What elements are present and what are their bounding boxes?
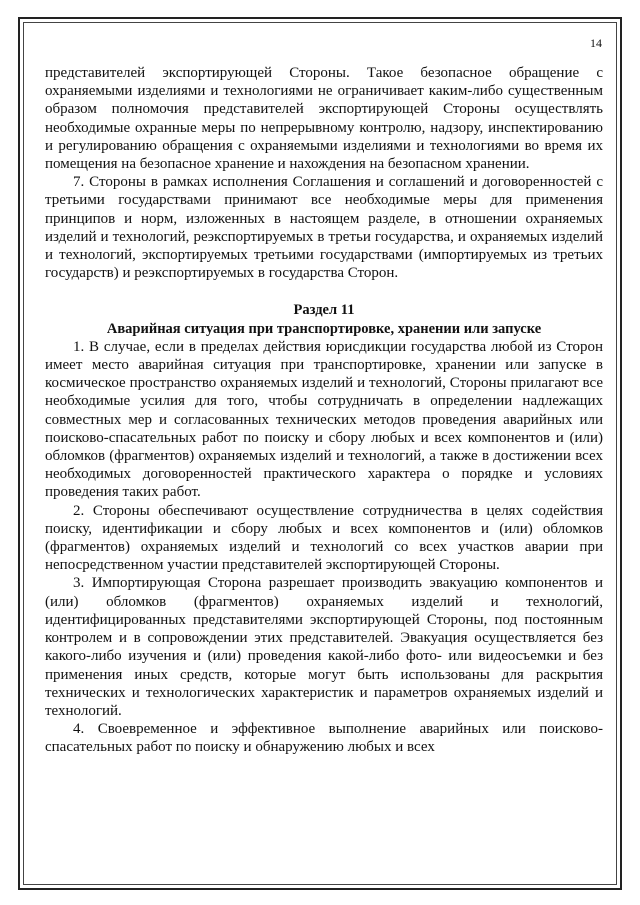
paragraph-1: 1. В случае, если в пределах действия юрисдикции государства любой из Сторон имеет место аварийная ситуация при транспортировке, хранении или запуске в космическое пространство охраняемых изделий и технологий, Стороны прилагают все необходимые усилия для того, чтобы сотрудничать в определении надлежащих совместных мер и согласованных технических методов проведения аварийных или поисково-спасательных работ по поиску и сбору любых и всех компонентов и (или) обломков (фрагментов) охраняемых изделий и технологий, а также в достижении всех необходимых договоренностей практического характера о порядке и условиях проведения таких работ. (45, 338, 603, 501)
document-body (45, 64, 603, 757)
paragraph-3: 3. Импортирующая Сторона разрешает производить эвакуацию компонентов и (или) обломков (фрагментов) охраняемых изделий и технологий, идентифицированных представителями экспортирующей Стороны, под постоянным контролем и в сопровождении этих представителей. Эвакуация осуществляется без какого-либо изучения и (или) проведения какой-либо фото- или видеосъемки и без применения иных средств, которые могут быть использованы для раскрытия технических и технологических характеристик и параметров охраняемых изделий и технологий. (45, 575, 603, 719)
section-heading: Аварийная ситуация при транспортировке, хранении или запуске (106, 320, 542, 337)
paragraph-4: 4. Своевременное и эффективное выполнение аварийных или поисково-спасательных работ по поиску и обнаружению любых и всех (45, 721, 603, 756)
page-number: 14 (590, 36, 602, 50)
paragraph-7: 7. Стороны в рамках исполнения Соглашения и соглашений и договоренностей с третьими государствами принимают все необходимые меры для применения принципов и норм, изложенных в настоящем разделе, в отношении охраняемых изделий и технологий, реэкспортируемых в третьи государства, и охраняемых изделий и технологий, экспортируемых третьими государствами (импортируемых из третьих государств) и реэкспортируемых в государства Сторон. (45, 174, 603, 282)
paragraph-2: 2. Стороны обеспечивают осуществление сотрудничества в целях содействия поиску, идентификации и сбору любых и всех компонентов и (или) обломков (фрагментов) охраняемых изделий и технологий со всех участков аварии при непосредственном участии представителей экспортирующей Стороны. (45, 502, 603, 574)
section-title: Раздел 11 (293, 302, 355, 319)
paragraph-continuation: представителей экспортирующей Стороны. Такое безопасное обращение с охраняемыми изделиями и технологиями не ограничивает каким-либо существенным образом полномочия представителей экспортирующей Стороны осуществлять необходимые охранные меры по непрерывному контролю, надзору, инспектированию и регулированию обращения с охраняемыми изделиями и технологиями во время их помещения на безопасное хранение и нахождения на безопасном хранении. (45, 65, 603, 173)
